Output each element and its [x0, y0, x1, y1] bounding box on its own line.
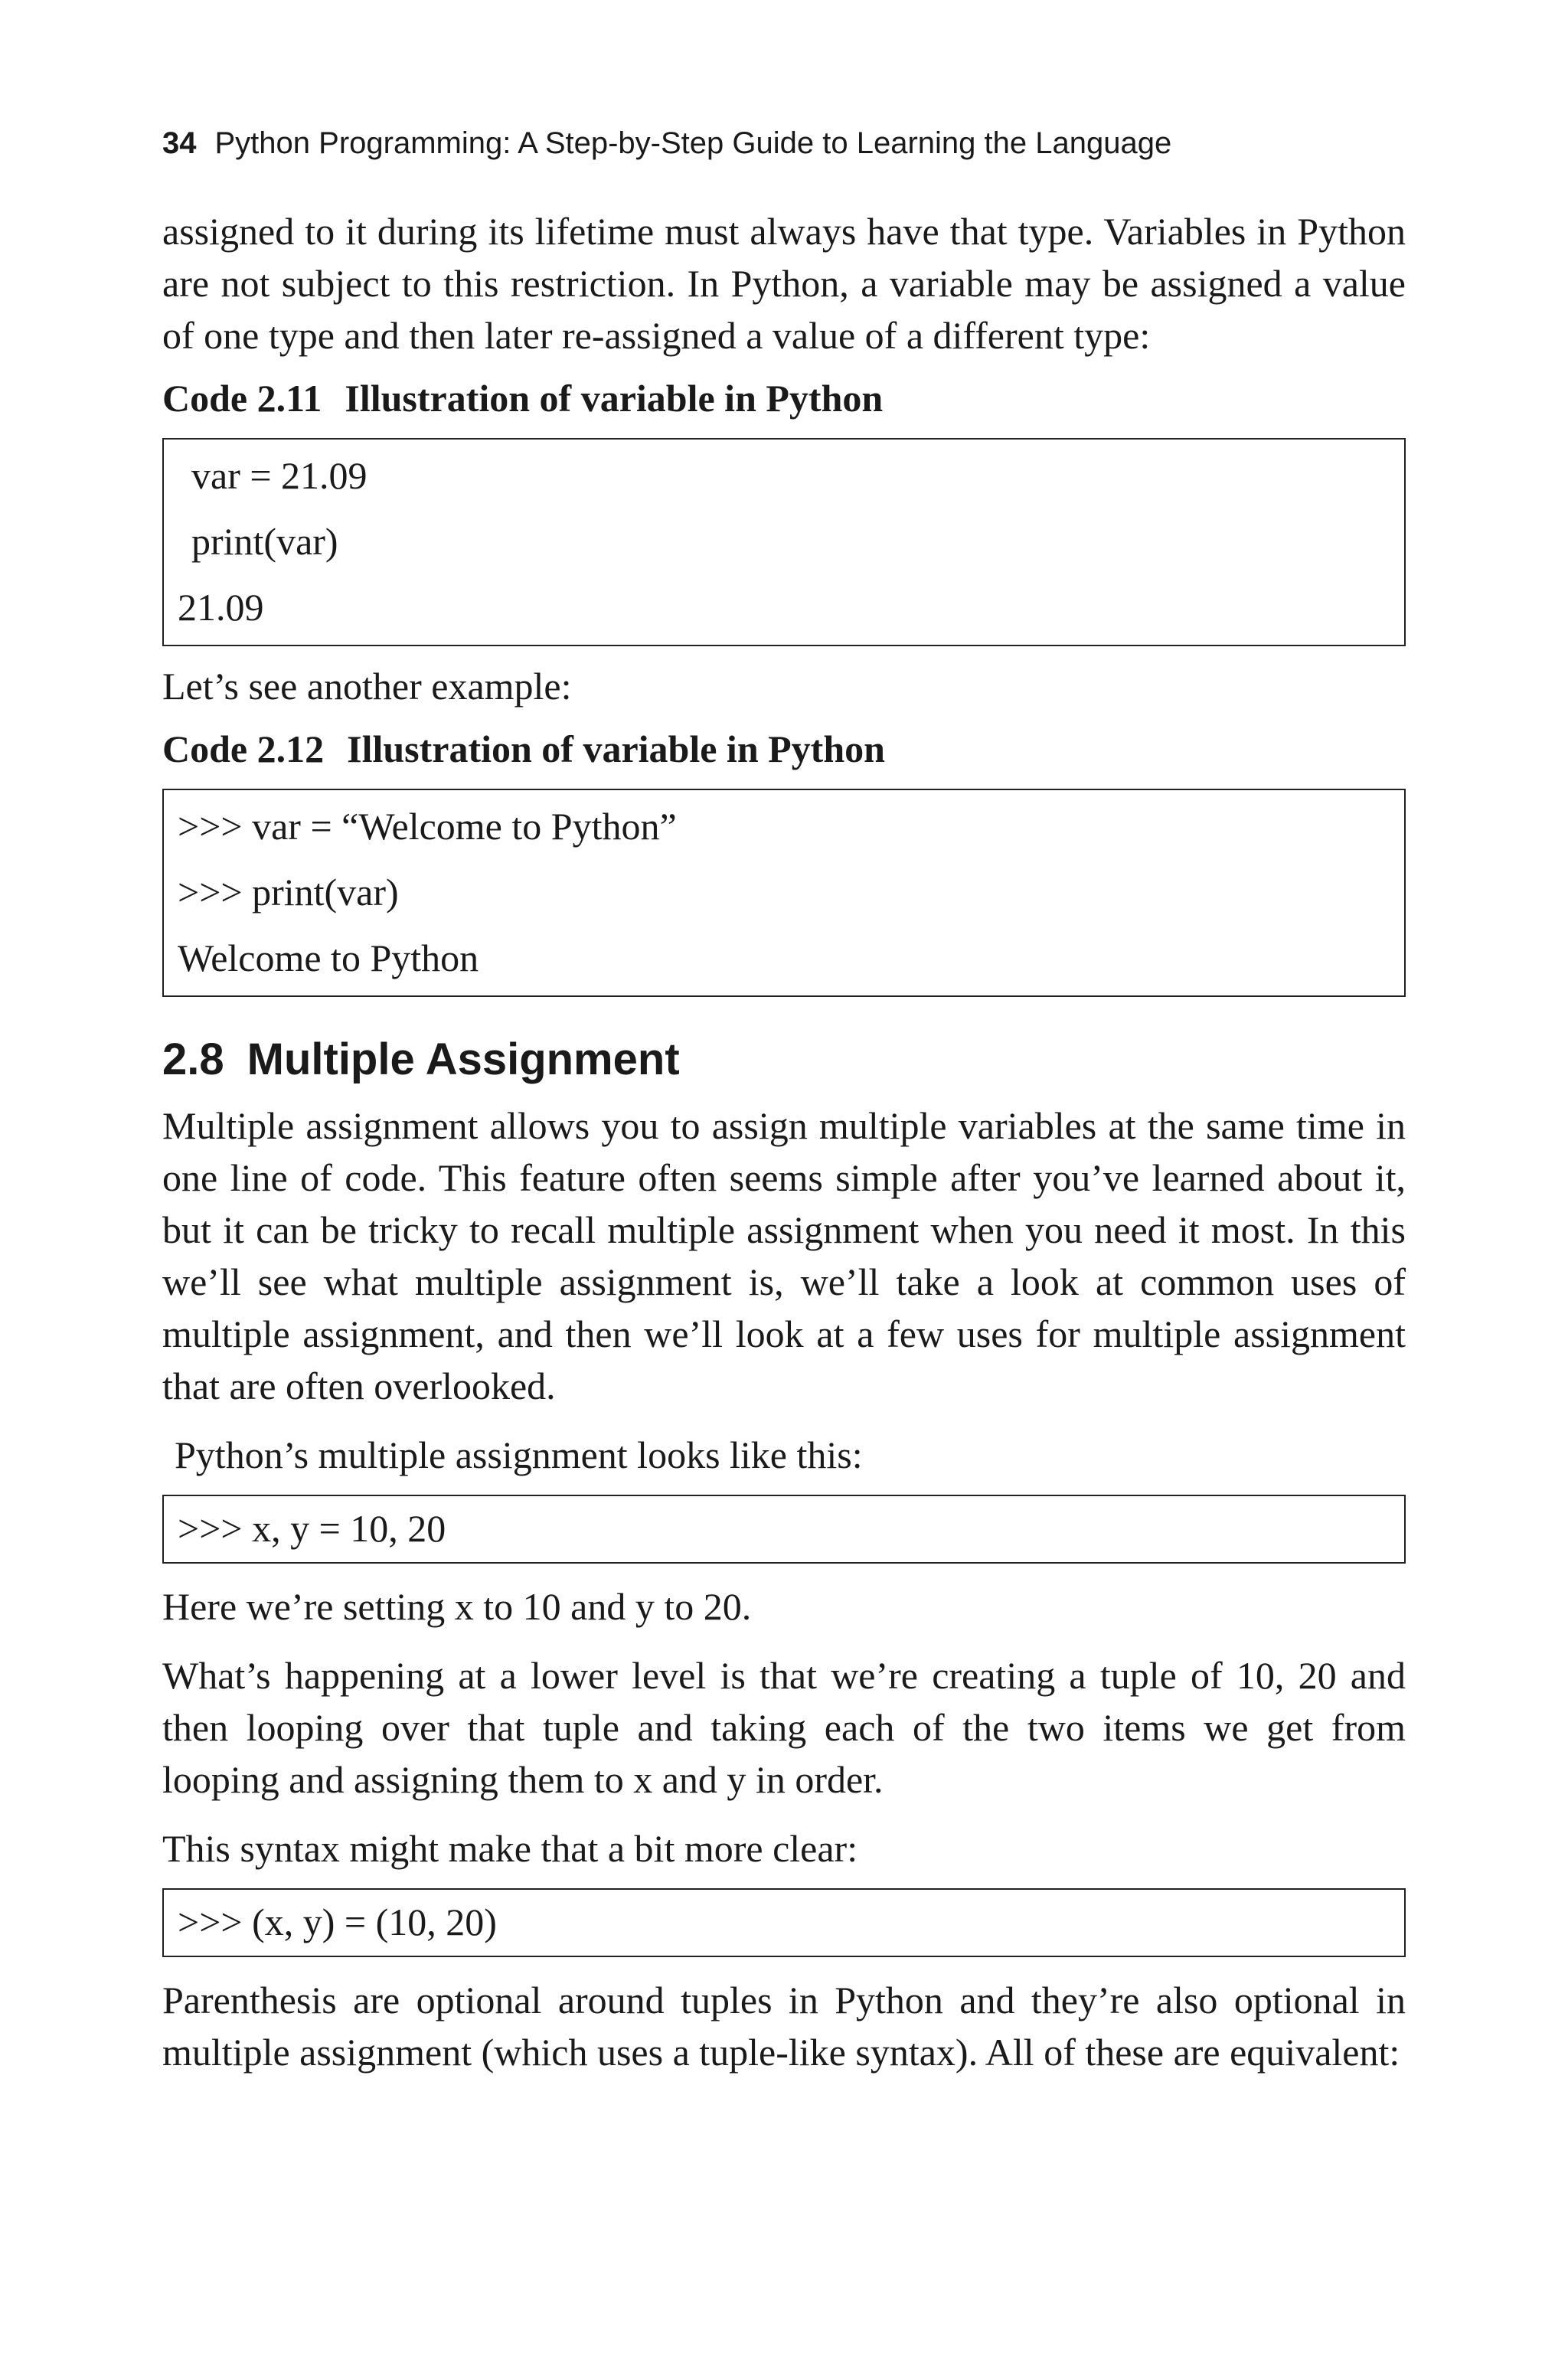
- book-title: Python Programming: A Step-by-Step Guide to Learning the Language: [214, 126, 1172, 160]
- code-block-tuple: [162, 1888, 1406, 1957]
- setting-paragraph: Here we’re setting x to 10 and y to 20.: [162, 1585, 752, 1628]
- code-block-xy: [162, 1495, 1406, 1564]
- section-number: 2.8: [162, 1034, 224, 1084]
- code-caption-number: Code 2.11: [162, 377, 322, 420]
- section-heading: [162, 1031, 1406, 1089]
- code-caption-2-11: [162, 372, 1406, 424]
- page-number: 34: [162, 126, 197, 160]
- code-output-line: 21.09: [178, 586, 264, 629]
- code-caption-title: Illustration of variable in Python: [347, 727, 885, 770]
- parenthesis-paragraph: Parenthesis are optional around tuples in Python and they’re also optional in multiple assignment (which uses a tuple-like syntax). All of these are equivalent:: [162, 1979, 1406, 2074]
- code-line: >>> (x, y) = (10, 20): [178, 1901, 497, 1943]
- running-header: [162, 124, 1171, 162]
- code-line: >>> print(var): [178, 871, 399, 913]
- page-content: [162, 205, 1406, 2078]
- intro-paragraph: assigned to it during its lifetime must always have that type. Variables in Python are not subject to this restriction. In Python, a variable may be assigned a value of one type and then later re-assigned a value of a different type:: [162, 210, 1406, 357]
- code-block-2-12: [162, 789, 1406, 997]
- code-line: >>> var = “Welcome to Python”: [178, 805, 677, 848]
- looks-like-paragraph: Python’s multiple assignment looks like this:: [175, 1433, 863, 1476]
- lower-level-paragraph: What’s happening at a lower level is that we’re creating a tuple of 10, 20 and then looping over that tuple and taking each of the two items we get from looping and assigning them to x and y in order.: [162, 1654, 1406, 1801]
- code-line: print(var): [191, 520, 338, 563]
- another-example-paragraph: Let’s see another example:: [162, 665, 572, 708]
- code-output-line: Welcome to Python: [178, 936, 479, 979]
- code-line: >>> x, y = 10, 20: [178, 1507, 446, 1550]
- code-caption-number: Code 2.12: [162, 727, 325, 770]
- syntax-paragraph: This syntax might make that a bit more clear:: [162, 1827, 858, 1870]
- code-block-2-11: [162, 438, 1406, 646]
- code-caption-title: Illustration of variable in Python: [345, 377, 884, 420]
- section-title: Multiple Assignment: [247, 1034, 680, 1084]
- code-caption-2-12: [162, 723, 1406, 775]
- code-line: var = 21.09: [191, 454, 368, 497]
- multiple-assignment-paragraph: Multiple assignment allows you to assign multiple variables at the same time in one line of code. This feature often seems simple after you’ve learned about it, but it can be tricky to recall multiple assignment when you need it most. In this we’ll see what multiple assignment is, we’ll take a look at common uses of multiple assignment, and then we’ll look at a few uses for multiple assignment that are often overlooked.: [162, 1104, 1406, 1407]
